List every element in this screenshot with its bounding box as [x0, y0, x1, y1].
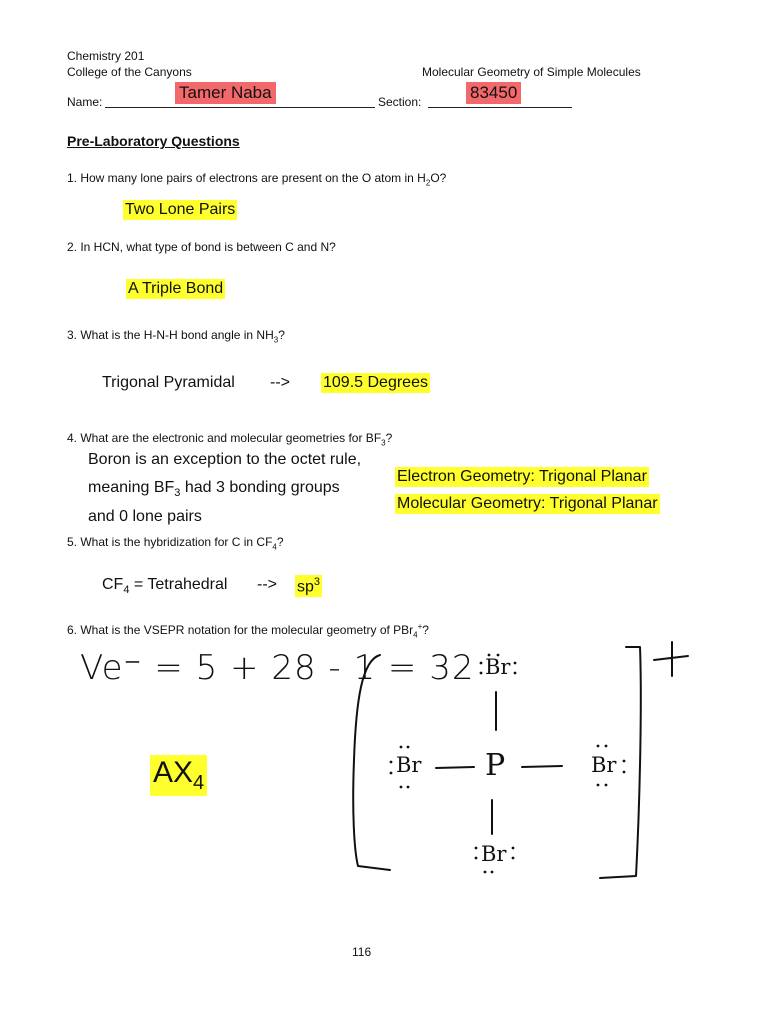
atom-br-left: Br — [396, 753, 422, 777]
atom-br-bottom: Br — [481, 842, 507, 866]
question-6: 6. What is the VSEPR notation for the molecular geometry of PBr$_4$+? — [67, 622, 429, 640]
section-number: 83450 — [466, 82, 521, 104]
section-title: Pre-Laboratory Questions — [67, 133, 240, 149]
atom-br-top: Br — [485, 655, 511, 679]
answer-5: $sp^3$ — [297, 576, 321, 596]
question-1: 1. How many lone pairs of electrons are present on the O atom in $H_2O$? — [67, 171, 447, 188]
page-number: 116 — [352, 945, 372, 959]
handwritten-valence-electrons: Ve⁻ = 5 + 28 - 1 = 32 — [80, 648, 475, 688]
answer-6: $AX_4$ — [150, 755, 207, 796]
question-3: 3. What is the H-N-H bond angle in $NH_3$? — [67, 328, 285, 345]
name-label: Name: — [67, 95, 103, 109]
charge-plus-sign — [654, 642, 688, 676]
answer-4-electron: Electron Geometry: Trigonal Planar — [397, 468, 647, 485]
lab-title: Molecular Geometry of Simple Molecules — [422, 65, 641, 79]
question-5: 5. What is the hybridization for C in $CF_4$? — [67, 535, 284, 552]
section-label: Section: — [378, 95, 422, 109]
q3-arrow: --> — [270, 374, 290, 391]
q5-arrow: --> — [257, 576, 277, 593]
bond-left — [436, 767, 474, 768]
q4-explanation-line-2: meaning $BF_3$ had 3 bonding groups — [88, 479, 340, 500]
left-bracket — [353, 655, 390, 870]
question-4: 4. What are the electronic and molecular geometries for $BF_3$? — [67, 431, 393, 448]
q5-shape: $CF_4$ = Tetrahedral — [102, 576, 228, 597]
q4-explanation-line-3: and 0 lone pairs — [88, 508, 202, 525]
q3-shape: Trigonal Pyramidal — [102, 374, 235, 391]
student-name: Tamer Naba — [175, 82, 276, 104]
answer-1: Two Lone Pairs — [125, 201, 236, 218]
course-name: Chemistry 201 — [67, 49, 145, 63]
college-name: College of the Canyons — [67, 65, 192, 79]
atom-br-right: Br — [591, 753, 617, 777]
answer-2: A Triple Bond — [128, 280, 224, 297]
atom-p-center: P — [485, 748, 506, 783]
answer-3: 109.5 Degrees — [323, 374, 428, 391]
question-2: 2. In HCN, what type of bond is between C and N? — [67, 240, 336, 254]
q4-explanation-line-1: Boron is an exception to the octet rule, — [88, 451, 362, 468]
bond-right — [522, 766, 562, 767]
answer-4-molecular: Molecular Geometry: Trigonal Planar — [397, 495, 658, 512]
